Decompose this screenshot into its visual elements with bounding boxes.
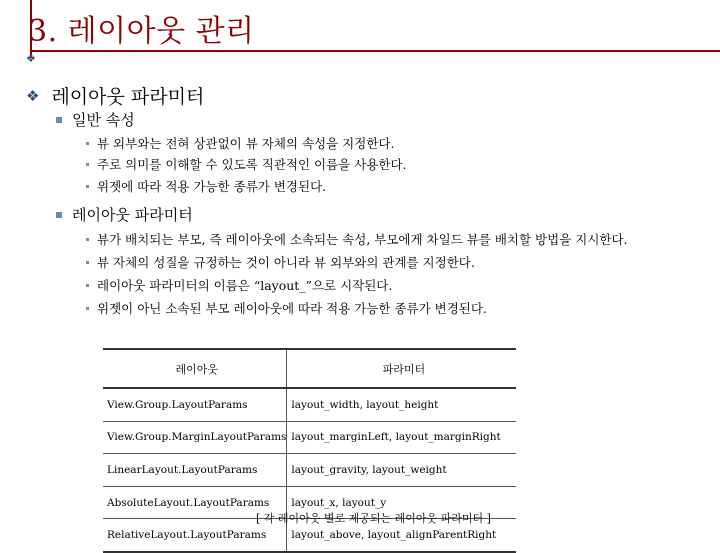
list-item: [86, 276, 392, 294]
dot-bullet-icon: [86, 261, 89, 264]
list-item-text: 위젯이 아닌 소속된 부모 레이아웃에 따라 적용 가능한 종류가 변경된다.: [97, 301, 487, 316]
table-row: [103, 388, 516, 421]
title-horizontal-rule: [30, 50, 720, 52]
square-bullet-icon: [56, 117, 62, 123]
main-bullet: [26, 82, 204, 109]
table-row: [103, 421, 516, 454]
dot-bullet-icon: [86, 307, 89, 310]
table-header-layout: 레이아웃: [103, 349, 287, 388]
table-cell-params: layout_above, layout_alignParentRight: [287, 519, 517, 552]
main-bullet-text: 레이아웃 파라미터: [51, 86, 205, 108]
list-item: [86, 155, 407, 173]
table-cell-layout: AbsoluteLayout.LayoutParams: [103, 486, 287, 519]
dot-bullet-icon: [86, 284, 89, 287]
dot-bullet-icon: [86, 142, 89, 145]
dot-bullet-icon: [86, 163, 89, 166]
table-row: [103, 454, 516, 487]
table-cell-layout: View.Group.MarginLayoutParams: [103, 421, 287, 454]
list-item: [86, 134, 394, 152]
dot-bullet-icon: [86, 185, 89, 188]
dot-bullet-icon: [86, 238, 89, 241]
diamond-bullet-icon: ❖: [26, 86, 40, 105]
square-bullet-icon: [56, 212, 62, 218]
list-item: [86, 230, 628, 248]
list-item-text: 위젯에 따라 적용 가능한 종류가 변경된다.: [97, 179, 327, 194]
section-heading: [56, 204, 193, 225]
section-heading-text: 일반 속성: [72, 111, 135, 129]
table-cell-params: layout_marginLeft, layout_marginRight: [287, 421, 517, 454]
list-item-text: 뷰 외부와는 전혀 상관없이 뷰 자체의 속성을 지정한다.: [97, 136, 395, 151]
slide-title: 3. 레이아웃 관리: [28, 14, 255, 49]
list-item: [86, 253, 475, 271]
table-header-row: [103, 349, 516, 388]
section-heading-text: 레이아웃 파라미터: [72, 206, 193, 224]
list-item-text: 뷰가 배치되는 부모, 즉 레이아웃에 소속되는 속성, 부모에게 차일드 뷰를 배치할 방법을 지시한다.: [97, 232, 628, 247]
list-item-text: 주로 의미를 이해할 수 있도록 직관적인 이름을 사용한다.: [97, 157, 407, 172]
table-cell-params: layout_x, layout_y: [287, 486, 517, 519]
table-cell-layout: View.Group.LayoutParams: [103, 388, 287, 421]
table-cell-layout: LinearLayout.LayoutParams: [103, 454, 287, 487]
list-item: [86, 177, 326, 195]
list-item: [86, 299, 487, 317]
corner-diamond-icon: ❖: [26, 52, 36, 65]
table-caption: [ 각 레이아웃 별로 제공되는 레이아웃 파라미터 ]: [256, 512, 491, 525]
table-header-params: 파라미터: [382, 362, 426, 376]
table-cell-params: layout_width, layout_height: [287, 388, 517, 421]
list-item-text: 뷰 자체의 성질을 규정하는 것이 아니라 뷰 외부와의 관계를 지정한다.: [97, 255, 475, 270]
section-heading: [56, 109, 135, 130]
table-cell-layout: RelativeLayout.LayoutParams: [103, 519, 287, 552]
list-item-text: 레이아웃 파라미터의 이름은 “layout_”으로 시작된다.: [97, 278, 393, 293]
table-cell-params: layout_gravity, layout_weight: [287, 454, 517, 487]
